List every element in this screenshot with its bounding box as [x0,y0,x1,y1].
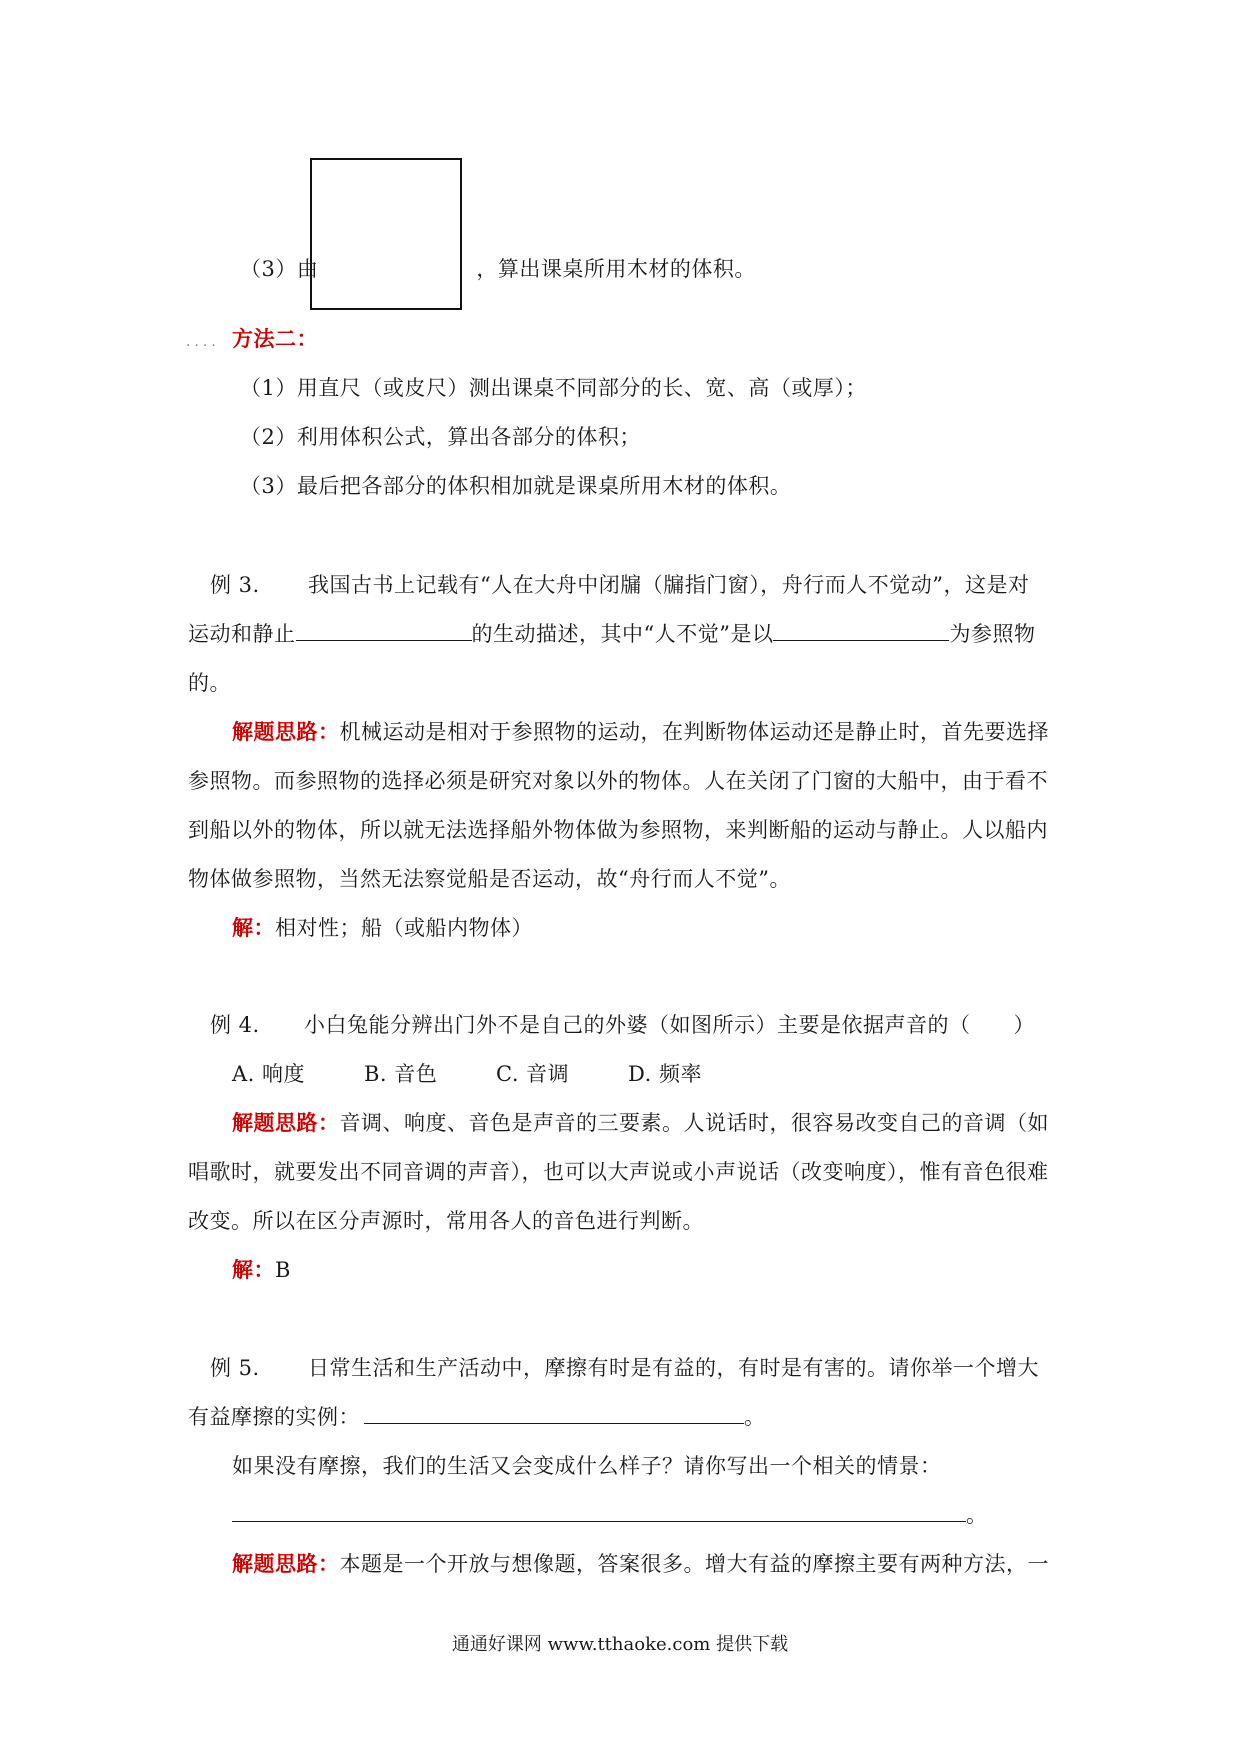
ex4-think-text1: 音调、响度、音色是声音的三要素。人说话时，很容易改变自己的音调（如 [339,1111,1049,1135]
ex4-think-line3: 改变。所以在区分声源时，常用各人的音色进行判断。 [188,1209,704,1233]
ex4-think-label: 解题思路： [232,1110,340,1135]
ex3-text-a: 运动和静止 [188,622,296,646]
ex3-question-line1: 我国古书上记载有“人在大舟中闭牖（牖指门窗），舟行而人不觉动”，这是对 [308,573,1030,597]
method2-step-1: （1）用直尺（或皮尺）测出课桌不同部分的长、宽、高（或厚）； [240,376,867,400]
ex3-think-line4: 物体做参照物，当然无法察觉船是否运动，故“舟行而人不觉”。 [188,867,791,891]
method1-step3-post: ，算出课桌所用木材的体积。 [476,257,756,281]
ex4-think-line2: 唱歌时，就要发出不同音调的声音），也可以大声说或小声说话（改变响度），惟有音色很难 [188,1160,1049,1184]
ex5-question-line3: 如果没有摩擦，我们的生活又会变成什么样子？请你写出一个相关的情景： [232,1454,942,1478]
ex4-answer-text: B [275,1258,291,1282]
ex5-think-text1: 本题是一个开放与想像题，答案很多。增大有益的摩擦主要有两种方法，一 [339,1552,1049,1576]
ex5-think-label: 解题思路： [232,1551,340,1576]
ex4-answer-label: 解： [232,1257,275,1282]
ex3-text-b: 的生动描述，其中“人不觉”是以 [471,622,774,646]
method2-heading: 方法二： [232,326,318,351]
method2-dots: .... [186,334,220,350]
ex5-label: 例 5. [210,1356,260,1380]
ex3-think-text1: 机械运动是相对于参照物的运动，在判断物体运动还是静止时，首先要选择 [339,720,1049,744]
ex4-option-c: C. 音调 [496,1062,570,1086]
ex3-think-line2: 参照物。而参照物的选择必须是研究对象以外的物体。人在关闭了门窗的大船中，由于看不 [188,769,1048,793]
page-footer: 通通好课网 www.tthaoke.com 提供下载 [451,1634,789,1655]
ex5-question-line2 [188,1402,766,1432]
ex3-think-line3: 到船以外的物体，所以就无法选择船外物体做为参照物，来判断船的运动与静止。人以船内 [188,818,1048,842]
ex4-option-b: B. 音色 [364,1062,438,1086]
ex3-blank-2[interactable] [773,620,949,641]
ex4-label: 例 4. [210,1013,260,1037]
ex5-question-line4 [232,1500,988,1530]
ex5-text-a: 有益摩擦的实例： [188,1405,360,1429]
ex3-question-line3: 的。 [188,671,231,695]
ex4-option-a: A. 响度 [232,1062,306,1086]
method1-step3-pre: （3）由 [240,257,319,281]
ex4-think-line1 [232,1108,1049,1138]
ex4-answer [232,1255,291,1285]
method2-step-3: （3）最后把各部分的体积相加就是课桌所用木材的体积。 [240,474,792,498]
ex5-think-line1 [232,1549,1049,1579]
ex3-blank-1[interactable] [296,620,472,641]
method2-step-2: （2）利用体积公式，算出各部分的体积； [240,425,641,449]
ex3-answer-text: 相对性；船（或船内物体） [275,916,533,940]
ex5-question-line1: 日常生活和生产活动中，摩擦有时是有益的，有时是有害的。请你举一个增大 [308,1356,1039,1380]
ex3-answer-label: 解： [232,915,275,940]
ex3-text-c: 为参照物 [949,622,1036,646]
ex5-blank-2[interactable] [232,1501,966,1522]
formula-image-placeholder [310,158,462,310]
ex5-text-b: 。 [744,1405,766,1429]
ex3-think-line1 [232,717,1049,747]
ex3-question-line2 [188,619,1035,649]
method1-step3 [240,254,756,284]
ex5-blank-1[interactable] [364,1403,744,1424]
ex4-question: 小白兔能分辨出门外不是自己的外婆（如图所示）主要是依据声音的（ ） [304,1013,1035,1037]
ex5-text-end: 。 [966,1503,988,1527]
ex4-option-d: D. 频率 [628,1062,702,1086]
ex3-label: 例 3. [210,573,260,597]
ex3-think-label: 解题思路： [232,719,340,744]
ex3-answer [232,913,533,943]
